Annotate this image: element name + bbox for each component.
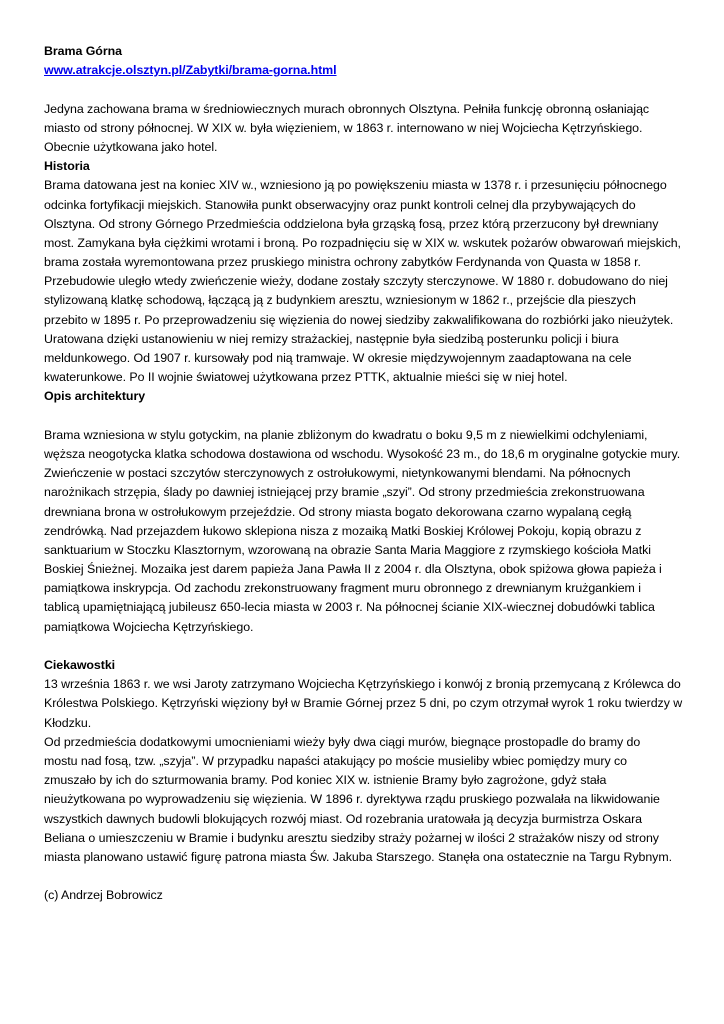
ciekawostki-line: miasta planowano ustawić figurę patrona miasta Św. Jakuba Starszego. Stanęła ona ostatecznie na Targu Rybnym. xyxy=(44,849,672,864)
historia-line: Przebudowie uległo wtedy zwieńczenie wieży, dodane zostały szczyty sterczynowe. W 1880 r. dobudowano do niej xyxy=(44,274,668,289)
historia-line: meldunkowego. Od 1907 r. kursowały pod nią tramwaje. W okresie międzywojennym zaadaptowana na cele xyxy=(44,351,632,365)
ciekawostki-heading: Ciekawostki xyxy=(44,658,116,672)
historia-line: Uratowana dzięki ustanowieniu w niej remizy strażackiej, następnie była siedzibą posterunku policji i biura xyxy=(44,331,619,346)
ciekawostki-line: Beliana o umieszczeniu w Bramie i budynku aresztu siedziby straży pożarnej w ilości 2 strażaków niszy od strony xyxy=(44,830,659,845)
opis-line: Boskiej Śnieżnej. Mozaika jest darem papieża Jana Pawła II z 2004 r. dla Olsztyna, obok spiżowa głowa papieża i xyxy=(44,562,662,577)
opis-line: węższa neogotycka klatka schodowa dostawiona od wschodu. Wysokość 23 m., do 18,6 m oryginalne gotyckie mury. xyxy=(44,446,681,461)
historia-line: stylizowaną klatkę schodową, łączącą ją z budynkiem aresztu, wzniesionym w 1862 r., przejście dla pieszych xyxy=(44,293,636,308)
ciekawostki-line: Królestwa Polskiego. Kętrzyński więziony był w Bramie Górnej przez 5 dni, po czym otrzymał wyrok 1 roku twierdzy w xyxy=(44,696,683,711)
opis-line: pamiątkowa Wojciecha Kętrzyńskiego. xyxy=(44,619,254,634)
historia-line: przebito w 1895 r. Po przeprowadzeniu się więzienia do nowej siedziby zakwalifikowana do rozbiórki jako nieużytek. xyxy=(44,312,674,327)
ciekawostki-line: nieużytkowana po wyprowadzeniu się więzienia. W 1896 r. dyrektywa rządu pruskiego pozwalała na likwidowanie xyxy=(44,792,660,807)
author-credit: (c) Andrzej Bobrowicz xyxy=(44,888,163,903)
opis-line: sanktuarium w Stoczku Klasztornym, wzorowaną na obrazie Santa Maria Maggiore z rzymskiego kościoła Matki xyxy=(44,542,652,557)
opis-line: tablicą upamiętniającą jubileusz 650-lecia miasta w 2003 r. Na północnej ścianie XIX-wiecznej dobudówki tablica xyxy=(44,600,655,615)
ciekawostki-line: wszystkich dawnych budowli blokujących rozwój miast. Od rozebrania uratowała ją decyzja burmistrza Oskara xyxy=(44,811,643,826)
historia-line: odcinka fortyfikacji miejskich. Stanowiła punkt obserwacyjny oraz punkt kontroli celnej dla przybywających do xyxy=(44,197,636,212)
historia-paragraph xyxy=(44,176,684,387)
historia-line: kwaterunkowe. Po II wojnie światowej użytkowana przez PTTK, aktualnie mieści się w niej hotel. xyxy=(44,370,568,385)
ciekawostki-paragraph xyxy=(44,675,684,867)
ciekawostki-line: mostu nad fosą, tzw. „szyja”. W przypadku napaści atakujący po moście musieliby wbiec pomiędzy mury co xyxy=(44,753,628,768)
opis-line: pamiątkowa inskrypcja. Od zachodu zrekonstruowany fragment muru obronnego z drewnianym krużgankiem i xyxy=(44,581,641,596)
document-page xyxy=(44,42,684,905)
opis-line: drewniana brona w ostrołukowym przejeździe. Od strony miasta bogato dekorowana czarno wypalaną cegłą xyxy=(44,504,632,519)
intro-line: Jedyna zachowana brama w średniowiecznych murach obronnych Olsztyna. Pełniła funkcję obronną osłaniając xyxy=(44,101,650,116)
historia-line: Olsztyna. Od strony Górnego Przedmieścia oddzielona była grząską fosą, przez którą przerzucony był drewniany xyxy=(44,216,659,231)
opis-line: zendrówką. Nad przejazdem łukowo sklepiona nisza z mozaiką Matki Boskiej Królowej Pokoju, kopią obrazu z xyxy=(44,523,642,538)
historia-heading: Historia xyxy=(44,159,90,174)
intro-line: miasto od strony północnej. W XIX w. była więzieniem, w 1863 r. internowano w niej Wojciecha Kętrzyńskiego. xyxy=(44,120,643,135)
opis-line: Zwieńczenie w postaci szczytów sterczynowych z ostrołukowymi, nietynkowanymi blendami. Na północnych xyxy=(44,466,631,481)
historia-line: Brama datowana jest na koniec XIV w., wzniesiono ją po powiększeniu miasta w 1378 r. i przesunięciu północnego xyxy=(44,178,667,193)
intro-paragraph xyxy=(44,100,684,158)
source-link[interactable]: www.atrakcje.olsztyn.pl/Zabytki/brama-gorna.html xyxy=(44,63,337,78)
intro-line: Obecnie użytkowana jako hotel. xyxy=(44,139,218,154)
ciekawostki-line: Od przedmieścia dodatkowymi umocnieniami wieży były dwa ciągi murów, biegnące prostopadle do bramy do xyxy=(44,734,641,749)
document-title: Brama Górna xyxy=(44,44,122,58)
spacer xyxy=(44,80,684,99)
opis-heading: Opis architektury xyxy=(44,389,146,404)
historia-line: most. Zamykana była ciężkimi wrotami i broną. Po rozpadnięciu się w XIX w. wskutek pożarów obwarowań miejskich, xyxy=(44,235,681,250)
spacer xyxy=(44,867,684,886)
ciekawostki-line: Kłodzku. xyxy=(44,715,92,730)
spacer xyxy=(44,407,684,426)
opis-line: narożnikach strzępia, ślady po dawniej istniejącej przy bramie „szyi”. Od strony przedmieścia zrekonstruowana xyxy=(44,485,645,500)
historia-line: brama została wyremontowana przez pruskiego ministra ochrony zabytków Ferdynanda von Quasta w 1858 r. xyxy=(44,255,641,270)
opis-paragraph xyxy=(44,426,684,637)
ciekawostki-line: zmuszało by ich do szturmowania bramy. Pod koniec XIX w. istnienie Bramy było zagrożone, gdyż stała xyxy=(44,773,607,788)
ciekawostki-line: 13 września 1863 r. we wsi Jaroty zatrzymano Wojciecha Kętrzyńskiego i konwój z bronią przemycaną z Królewca do xyxy=(44,677,681,692)
opis-line: Brama wzniesiona w stylu gotyckim, na planie zbliżonym do kwadratu o boku 9,5 m z niewielkimi odchyleniami, xyxy=(44,427,648,442)
spacer xyxy=(44,637,684,656)
